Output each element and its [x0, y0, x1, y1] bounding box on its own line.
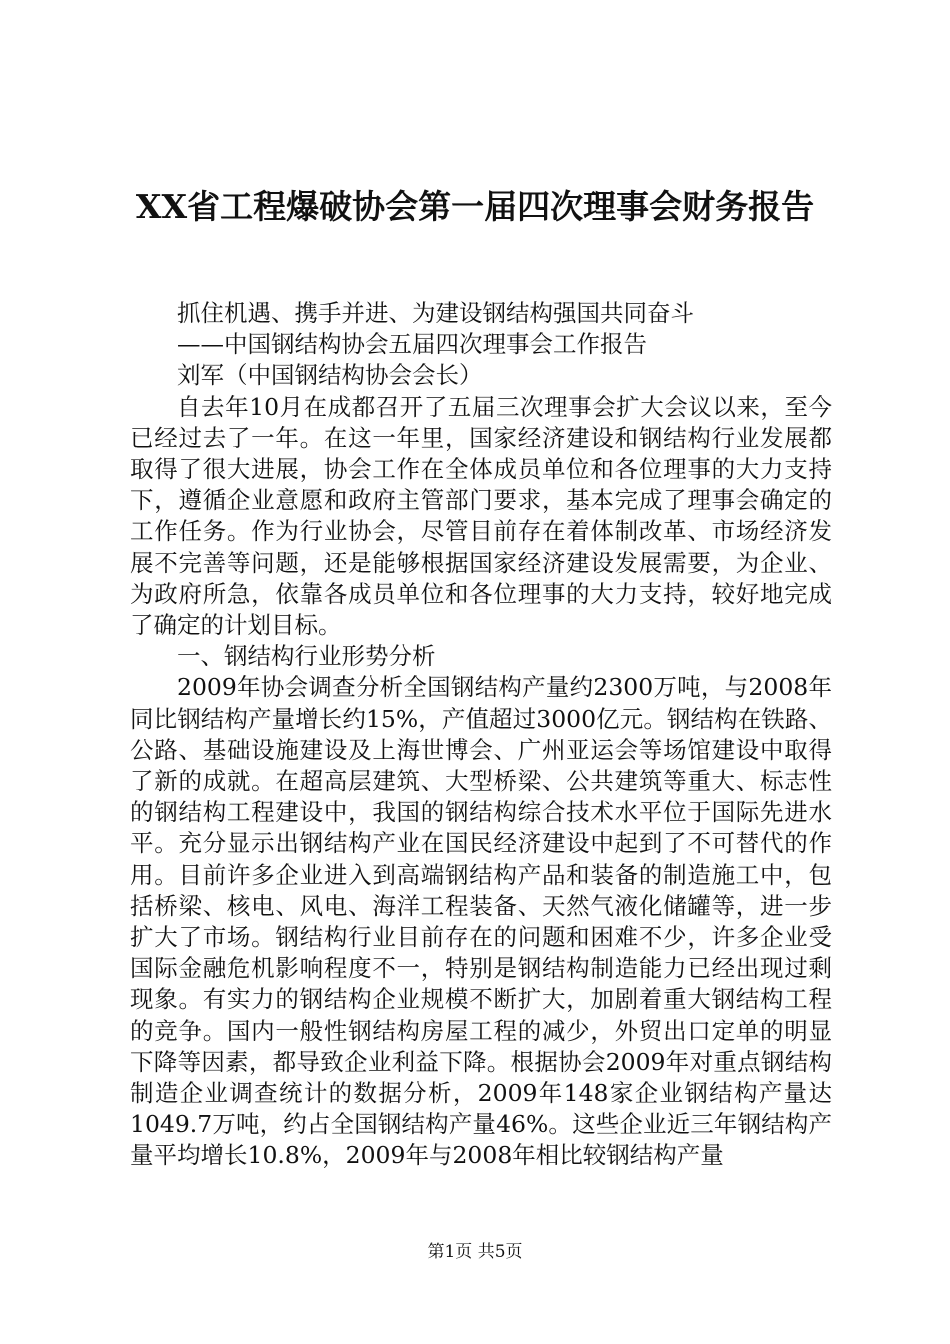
document-body — [130, 298, 832, 1172]
paragraph-intro: 自去年10月在成都召开了五届三次理事会扩大会议以来，至今已经过去了一年。在这一年里，国家经济建设和钢结构行业发展都取得了很大进展，协会工作在全体成员单位和各位理事的大力支持下，遵循企业意愿和政府主管部门要求，基本完成了理事会确定的工作任务。作为行业协会，尽管目前存在着体制改革、市场经济发展不完善等问题，还是能够根据国家经济建设发展需要，为企业、为政府所急，依靠各成员单位和各位理事的大力支持，较好地完成了确定的计划目标。 — [130, 392, 832, 640]
paragraph-analysis: 2009年协会调查分析全国钢结构产量约2300万吨，与2008年同比钢结构产量增长约15%，产值超过3000亿元。钢结构在铁路、公路、基础设施建设及上海世博会、广州亚运会等场馆建设中取得了新的成就。在超高层建筑、大型桥梁、公共建筑等重大、标志性的钢结构工程建设中，我国的钢结构综合技术水平位于国际先进水平。充分显示出钢结构产业在国民经济建设中起到了不可替代的作用。目前许多企业进入到高端钢结构产品和装备的制造施工中，包括桥梁、核电、风电、海洋工程装备、天然气液化储罐等，进一步扩大了市场。钢结构行业目前存在的问题和困难不少，许多企业受国际金融危机影响程度不一，特别是钢结构制造能力已经出现过剩现象。有实力的钢结构企业规模不断扩大，加剧着重大钢结构工程的竞争。国内一般性钢结构房屋工程的减少，外贸出口定单的明显下降等因素，都导致企业利益下降。根据协会2009年对重点钢结构制造企业调查统计的数据分析，2009年148家企业钢结构产量达1049.7万吨，约占全国钢结构产量46%。这些企业近三年钢结构产量平均增长10.8%，2009年与2008年相比较钢结构产量 — [130, 673, 832, 1170]
paragraph-subtitle: 抓住机遇、携手并进、为建设钢结构强国共同奋斗 — [177, 299, 694, 327]
document-title: XX省工程爆破协会第一届四次理事会财务报告 — [135, 187, 815, 226]
paragraph-author: 刘军（中国钢结构协会会长） — [177, 361, 483, 390]
paragraph-report-name: ——中国钢结构协会五届四次理事会工作报告 — [177, 330, 647, 359]
page-number: 第1页 共5页 — [427, 1242, 523, 1262]
section-heading: 一、钢结构行业形势分析 — [177, 642, 436, 671]
